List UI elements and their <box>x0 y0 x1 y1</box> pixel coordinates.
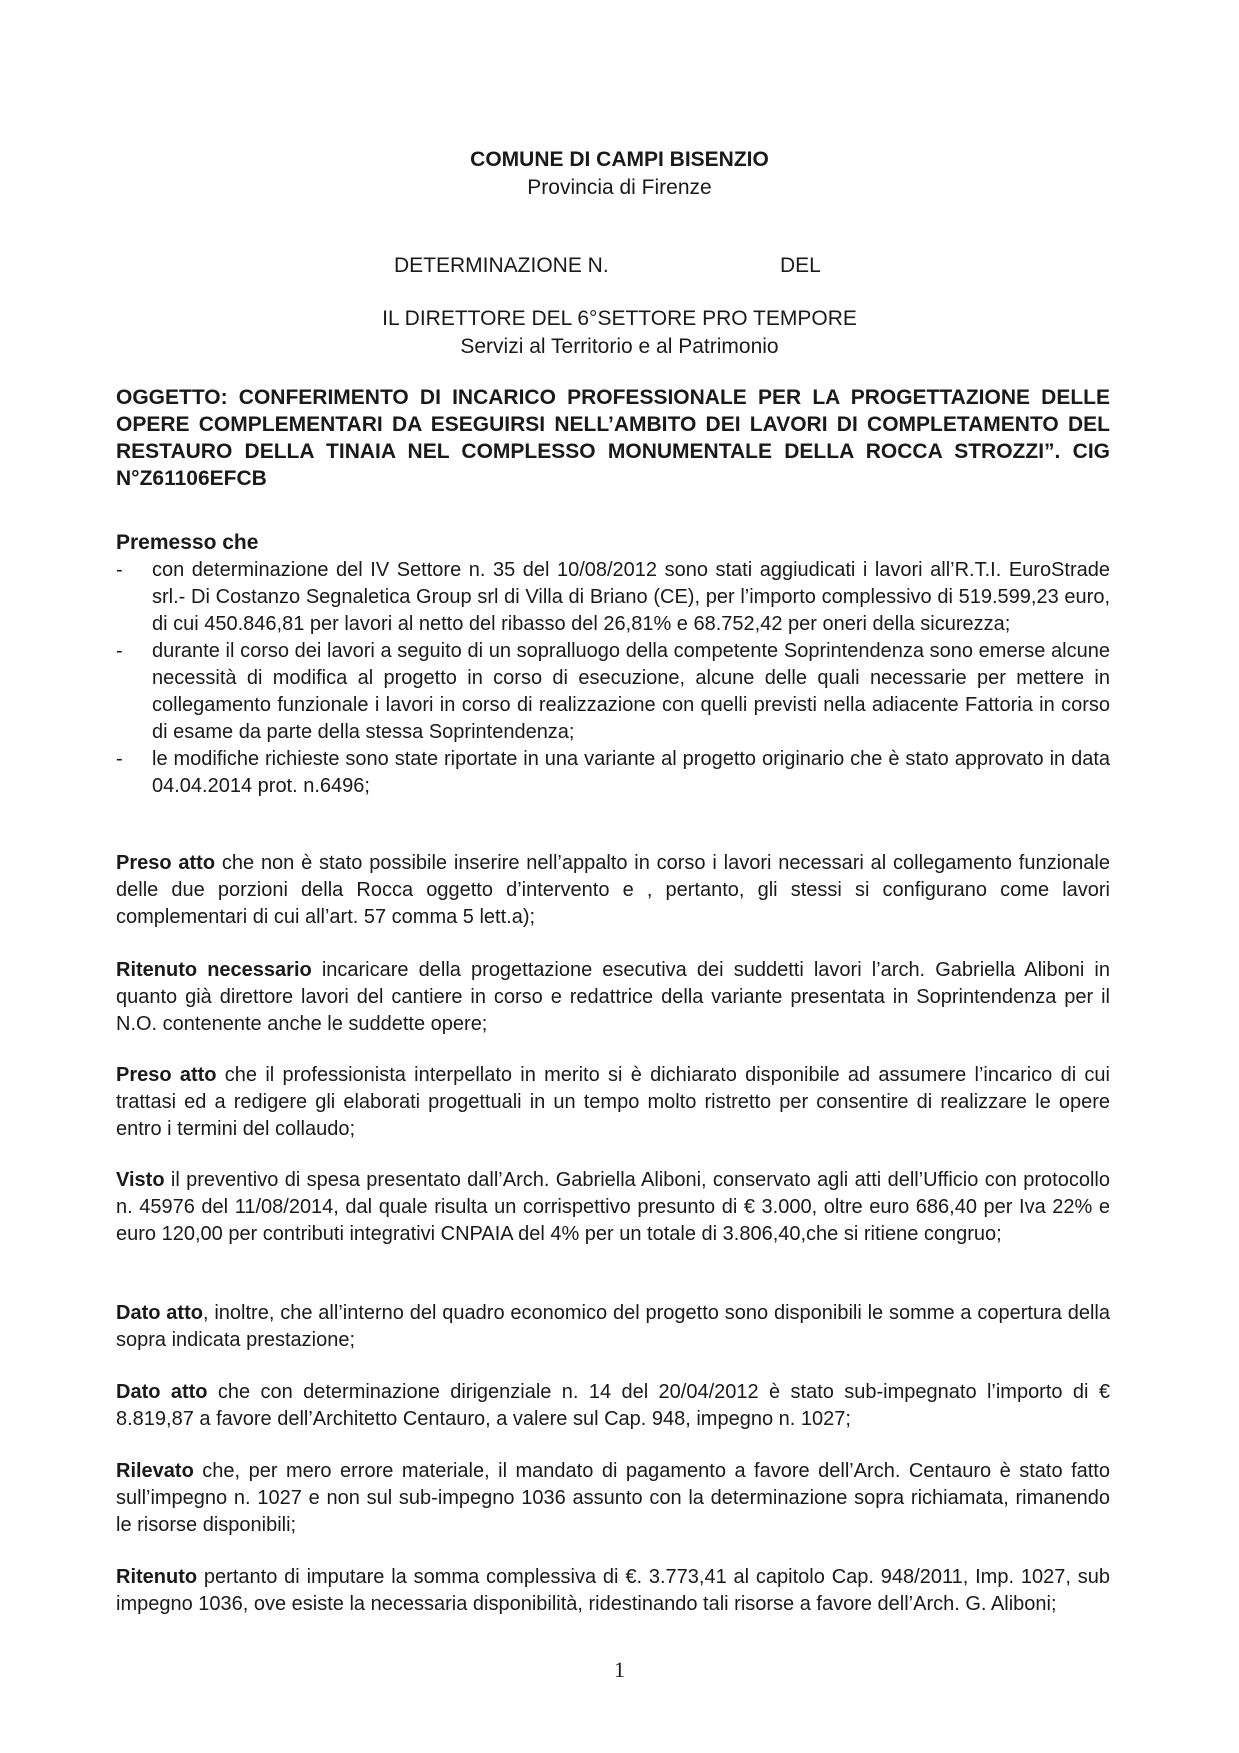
list-item: - durante il corso dei lavori a seguito di un sopralluogo della competente Soprintendenza sono emerse alcune necessità di modifica al progetto in corso di esecuzione, alcune delle quali necessarie per mettere in collegamento funzionale i lavori in corso di realizzazione con quelli previsti nella adiacente Fattoria in corso di esame da parte della stessa Soprintendenza; <box>116 638 1110 746</box>
servizi-line: Servizi al Territorio e al Patrimonio <box>460 335 779 358</box>
paragraph-lead: Preso atto <box>116 852 216 874</box>
paragraph-dato-atto-1 <box>116 1300 1110 1354</box>
paragraph-preso-atto-2 <box>116 1062 1110 1143</box>
paragraph-text: , inoltre, che all’interno del quadro economico del progetto sono disponibili le somme a copertura della sopra indicata prestazione; <box>116 1302 1110 1351</box>
document-subtitle: Provincia di Firenze <box>527 176 712 199</box>
premesso-title: Premesso che <box>116 531 259 554</box>
list-item: - con determinazione del IV Settore n. 35 del 10/08/2012 sono stati aggiudicati i lavori all’R.T.I. EuroStrade srl.- Di Costanzo Segnaletica Group srl di Villa di Briano (CE), per l’importo complessivo di 519.599,23 euro, di cui 450.846,81 per lavori al netto del ribasso del 26,81% e 68.752,42 per oneri della sicurezza; <box>116 557 1110 638</box>
paragraph-lead: Preso atto <box>116 1064 217 1086</box>
paragraph-text: che, per mero errore materiale, il mandato di pagamento a favore dell’Arch. Centauro è stato fatto sull’impegno n. 1027 e non sul sub-impegno 1036 assunto con la determinazione sopra richiamata, rimanendo le risorse disponibili; <box>116 1460 1110 1536</box>
paragraph-text: che con determinazione dirigenziale n. 14 del 20/04/2012 è stato sub-impegnato l’importo di € 8.819,87 a favore dell’Architetto Centauro, a valere sul Cap. 948, impegno n. 1027; <box>116 1381 1110 1430</box>
paragraph-text: che il professionista interpellato in merito si è dichiarato disponibile ad assumere l’incarico di cui trattasi ed a redigere gli elaborati progettuali in un tempo molto ristretto per consentire di realizzare le opere entro i termini del collaudo; <box>116 1064 1110 1140</box>
paragraph-ritenuto-necessario <box>116 957 1110 1038</box>
premesso-list <box>116 557 1110 800</box>
page-number: 1 <box>614 1657 625 1682</box>
paragraph-lead: Ritenuto <box>116 1566 198 1588</box>
paragraph-text: il preventivo di spesa presentato dall’Arch. Gabriella Aliboni, conservato agli atti dell’Ufficio con protocollo n. 45976 del 11/08/2014, dal quale risulta un corrispettivo presunto di € 3.000, oltre euro 686,40 per Iva 22% e euro 120,00 per contributi integrativi CNPAIA del 4% per un totale di 3.806,40,che si ritiene congruo; <box>116 1169 1110 1245</box>
paragraph-dato-atto-2 <box>116 1379 1110 1433</box>
paragraph-ritenuto <box>116 1564 1110 1618</box>
document-title: COMUNE DI CAMPI BISENZIO <box>470 148 769 171</box>
paragraph-visto <box>116 1167 1110 1248</box>
paragraph-lead: Dato atto <box>116 1381 208 1403</box>
paragraph-lead: Rilevato <box>116 1460 194 1482</box>
direttore-line: IL DIRETTORE DEL 6°SETTORE PRO TEMPORE <box>382 307 857 330</box>
paragraph-text: incaricare della progettazione esecutiva dei suddetti lavori l’arch. Gabriella Aliboni in quanto già direttore lavori del cantiere in corso e redattrice della variante presentata in Soprintendenza per il N.O. contenente anche le suddette opere; <box>116 959 1110 1035</box>
paragraph-preso-atto-1 <box>116 850 1110 931</box>
paragraph-text: che non è stato possibile inserire nell’appalto in corso i lavori necessari al collegamento funzionale delle due porzioni della Rocca oggetto d’intervento e , pertanto, gli stessi si configurano come lavori complementari di cui all’art. 57 comma 5 lett.a); <box>116 852 1110 928</box>
paragraph-lead: Ritenuto necessario <box>116 959 312 981</box>
premesso-section <box>116 529 1110 800</box>
paragraph-lead: Visto <box>116 1169 165 1191</box>
determinazione-label: DETERMINAZIONE N. <box>394 254 609 277</box>
del-label: DEL <box>780 254 821 277</box>
paragraph-rilevato <box>116 1458 1110 1539</box>
list-item: - le modifiche richieste sono state riportate in una variante al progetto originario che è stato approvato in data 04.04.2014 prot. n.6496; <box>116 746 1110 800</box>
oggetto-paragraph: OGGETTO: CONFERIMENTO DI INCARICO PROFESSIONALE PER LA PROGETTAZIONE DELLE OPERE COMPLEMENTARI DA ESEGUIRSI NELL’AMBITO DEI LAVORI DI COMPLETAMENTO DEL RESTAURO DELLA TINAIA NEL COMPLESSO MONUMENTALE DELLA ROCCA STROZZI”. CIG N°Z61106EFCB <box>116 386 1110 490</box>
paragraph-lead: Dato atto <box>116 1302 203 1324</box>
paragraph-text: pertanto di imputare la somma complessiva di €. 3.773,41 al capitolo Cap. 948/2011, Imp. 1027, sub impegno 1036, ove esiste la necessaria disponibilità, ridestinando tali risorse a favore dell’Arch. G. Aliboni; <box>116 1566 1110 1615</box>
